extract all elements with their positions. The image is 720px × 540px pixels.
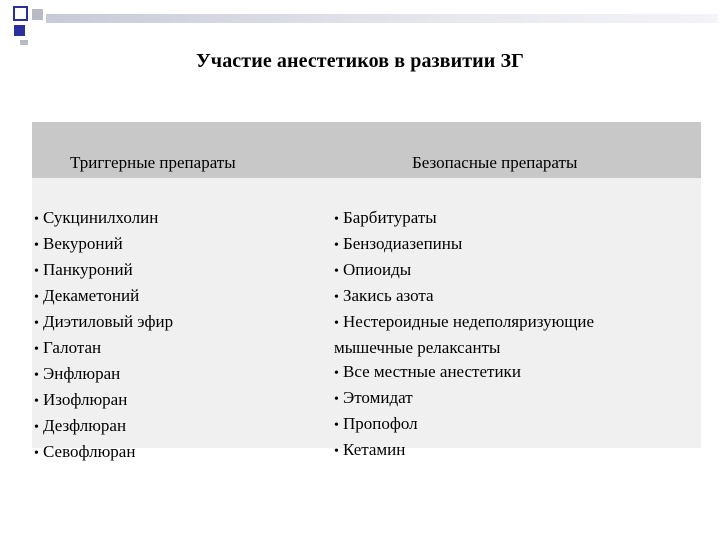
navy-square-decoration <box>14 25 25 36</box>
bullet-icon: • <box>34 368 39 383</box>
bullet-icon: • <box>334 264 339 279</box>
bullet-icon: • <box>334 212 339 227</box>
list-item: • Этомидат <box>334 386 694 412</box>
outline-square-decoration <box>13 6 28 21</box>
bullet-icon: • <box>334 392 339 407</box>
list-item: • Нестероидные недеполяризующие <box>334 310 694 336</box>
bullet-icon: • <box>34 316 39 331</box>
list-item: • Декаметоний <box>34 284 173 310</box>
slide-title: Участие анестетиков в развитии ЗГ <box>196 50 524 72</box>
list-item: • Галотан <box>34 336 173 362</box>
list-item: • Севофлюран <box>34 440 173 466</box>
gray-square-decoration <box>32 9 43 20</box>
list-item: • Кетамин <box>334 438 694 464</box>
list-item: • Закись азота <box>334 284 694 310</box>
bullet-icon: • <box>34 342 39 357</box>
bullet-icon: • <box>334 290 339 305</box>
list-item: • Векуроний <box>34 232 173 258</box>
bullet-icon: • <box>334 444 339 459</box>
top-decorative-bar <box>46 14 718 23</box>
bullet-icon: • <box>334 238 339 253</box>
list-item: • Панкуроний <box>34 258 173 284</box>
safe-drugs-list <box>334 206 694 464</box>
list-item: • Изофлюран <box>34 388 173 414</box>
bullet-icon: • <box>34 446 39 461</box>
gray-square-decoration-small <box>20 40 28 45</box>
bullet-icon: • <box>34 212 39 227</box>
bullet-icon: • <box>34 420 39 435</box>
trigger-drugs-list <box>34 206 173 466</box>
bullet-icon: • <box>334 418 339 433</box>
table-header-row <box>32 122 701 178</box>
list-item: • Дезфлюран <box>34 414 173 440</box>
bullet-icon: • <box>34 394 39 409</box>
list-item: • Энфлюран <box>34 362 173 388</box>
header-safe-drugs: Безопасные препараты <box>412 153 578 172</box>
list-item: • Барбитураты <box>334 206 694 232</box>
list-item-continuation: мышечные релаксанты <box>334 338 501 357</box>
list-item: • Диэтиловый эфир <box>34 310 173 336</box>
list-item: • Бензодиазепины <box>334 232 694 258</box>
bullet-icon: • <box>334 316 339 331</box>
header-trigger-drugs: Триггерные препараты <box>70 153 236 172</box>
list-item: • Опиоиды <box>334 258 694 284</box>
list-item: • Пропофол <box>334 412 694 438</box>
comparison-table <box>32 122 701 461</box>
bullet-icon: • <box>34 264 39 279</box>
bullet-icon: • <box>34 290 39 305</box>
bullet-icon: • <box>334 366 339 381</box>
bullet-icon: • <box>34 238 39 253</box>
list-item: • Все местные анестетики <box>334 360 694 386</box>
list-item: • Сукцинилхолин <box>34 206 173 232</box>
